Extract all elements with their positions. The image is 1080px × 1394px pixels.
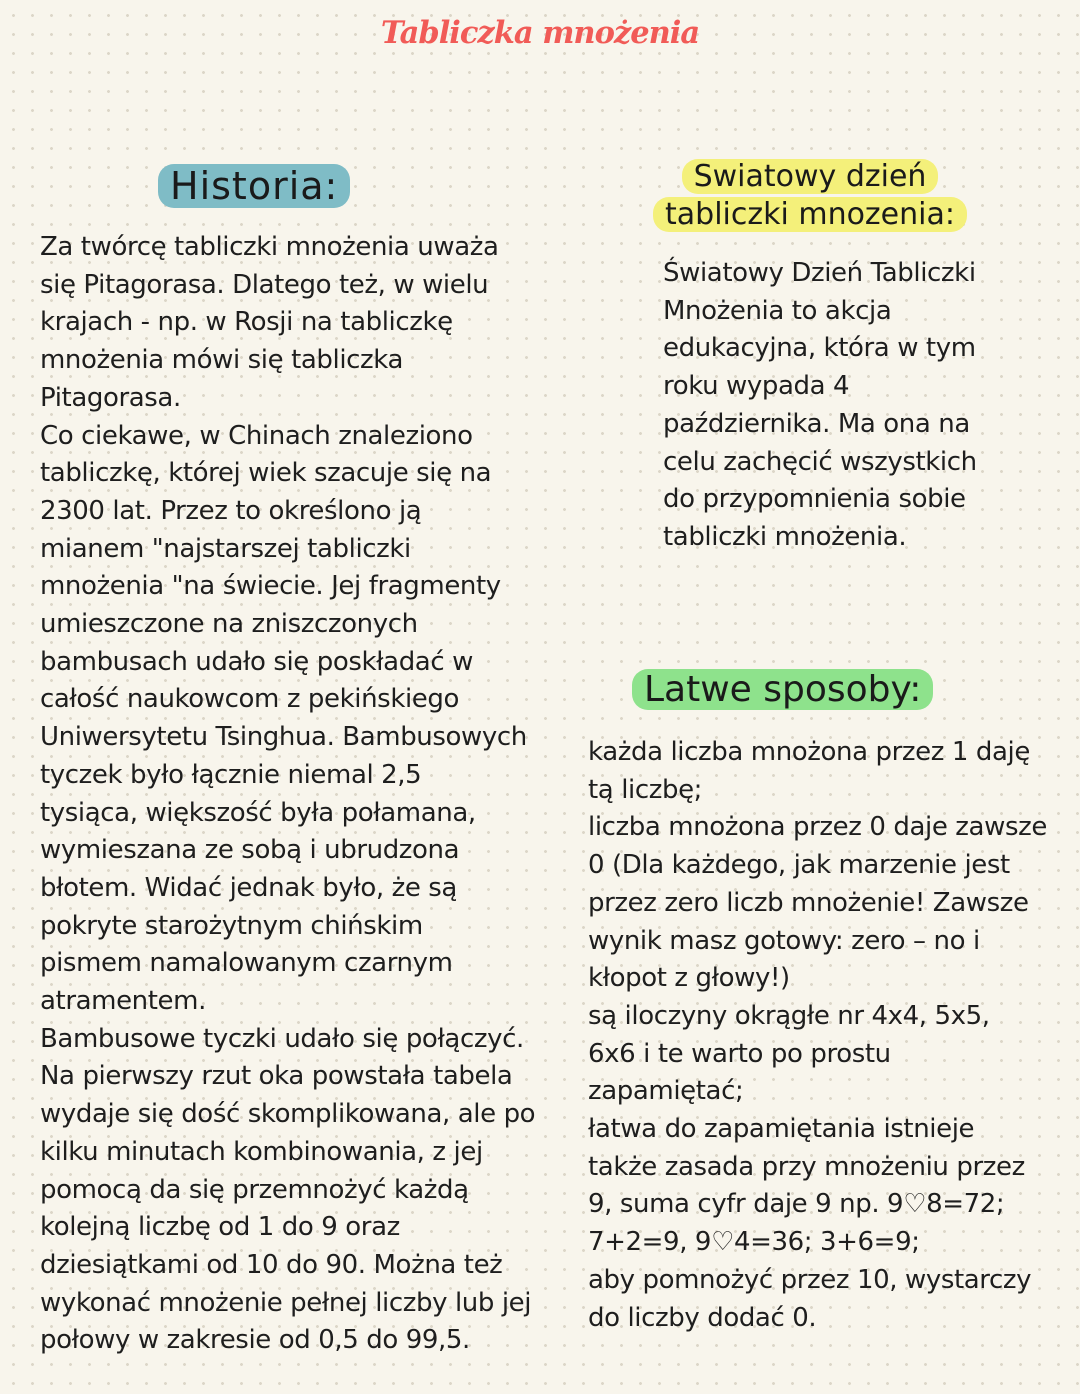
text-line: 2300 lat. Przez to określono ją xyxy=(40,495,422,526)
text-line: wymieszana ze sobą i ubrudzona xyxy=(40,835,460,866)
text-line: zapamiętać; xyxy=(588,1076,744,1107)
text-line: kolejną liczbę od 1 do 9 oraz xyxy=(40,1212,400,1243)
text-line: pomocą da się przemnożyć każdą xyxy=(40,1174,469,1205)
text-line: tyczek było łącznie niemal 2,5 xyxy=(40,759,422,790)
text-line: całość naukowcom z pekińskiego xyxy=(40,684,460,715)
page-title: Tabliczka mnożenia xyxy=(380,15,700,51)
text-line: błotem. Widać jednak było, że są xyxy=(40,872,457,903)
text-line: tabliczki mnożenia. xyxy=(663,521,907,552)
swiatowy-dzien-heading-line2: tabliczki mnozenia: xyxy=(653,197,967,232)
text-line: wynik masz gotowy: zero – no i xyxy=(588,925,980,956)
text-line: edukacyjna, która w tym xyxy=(663,333,976,364)
text-line: 7+2=9, 9♡4=36; 3+6=9; xyxy=(588,1227,920,1258)
text-line: celu zachęcić wszystkich xyxy=(663,446,977,477)
text-line: mnożenia mówi się tabliczka xyxy=(40,345,404,376)
text-line: kłopot z głowy!) xyxy=(588,963,790,994)
text-line: tysiąca, większość była połamana, xyxy=(40,797,476,828)
text-line: Bambusowe tyczki udało się połączyć. xyxy=(40,1023,524,1054)
text-line: kilku minutach kombinowania, z jej xyxy=(40,1136,483,1167)
historia-text xyxy=(40,229,535,1360)
text-line: tabliczkę, której wiek szacuje się na xyxy=(40,458,492,489)
text-line: 9, suma cyfr daje 9 np. 9♡8=72; xyxy=(588,1189,1005,1220)
latwe-sposoby-text xyxy=(588,734,1047,1337)
text-line: połowy w zakresie od 0,5 do 99,5. xyxy=(40,1325,470,1356)
text-line: roku wypada 4 xyxy=(663,371,850,402)
text-line: Na pierwszy rzut oka powstała tabela xyxy=(40,1061,513,1092)
text-line: Uniwersytetu Tsinghua. Bambusowych xyxy=(40,722,527,753)
text-line: wykonać mnożenie pełnej liczby lub jej xyxy=(40,1287,532,1318)
historia-heading xyxy=(158,160,350,212)
text-line: się Pitagorasa. Dlatego też, w wielu xyxy=(40,269,489,300)
text-line: przez zero liczb mnożenie! Zawsze xyxy=(588,887,1029,918)
latwe-sposoby-heading-label: Latwe sposoby: xyxy=(632,669,933,710)
text-line: dziesiątkami od 10 do 90. Można też xyxy=(40,1249,503,1280)
text-line: także zasada przy mnożeniu przez xyxy=(588,1151,1025,1182)
text-line: mianem "najstarszej tabliczki xyxy=(40,533,411,564)
text-line: są iloczyny okrągłe nr 4x4, 5x5, xyxy=(588,1000,990,1031)
text-line: tą liczbę; xyxy=(588,774,703,805)
text-line: wydaje się dość skomplikowana, ale po xyxy=(40,1099,536,1130)
text-line: Mnożenia to akcja xyxy=(663,295,892,326)
text-line: pokryte starożytnym chińskim xyxy=(40,910,423,941)
text-line: 0 (Dla każdego, jak marzenie jest xyxy=(588,850,1010,881)
text-line: Pitagorasa. xyxy=(40,382,181,413)
latwe-sposoby-heading xyxy=(632,664,933,716)
text-line: umieszczone na zniszczonych xyxy=(40,609,418,640)
text-line: października. Ma ona na xyxy=(663,408,970,439)
text-line: liczba mnożona przez 0 daje zawsze xyxy=(588,812,1047,843)
text-line: do liczby dodać 0. xyxy=(588,1302,817,1333)
text-line: bambusach udało się poskładać w xyxy=(40,646,473,677)
historia-heading-label: Historia: xyxy=(158,164,350,208)
text-line: Za twórcę tabliczki mnożenia uważa xyxy=(40,232,499,262)
text-line: 6x6 i te warto po prostu xyxy=(588,1038,891,1069)
swiatowy-dzien-heading xyxy=(640,158,980,234)
text-line: pismem namalowanym czarnym xyxy=(40,948,453,979)
text-line: krajach - np. w Rosji na tabliczkę xyxy=(40,307,453,338)
text-line: atramentem. xyxy=(40,986,206,1017)
text-line: aby pomnożyć przez 10, wystarczy xyxy=(588,1264,1032,1295)
text-line: mnożenia "na świecie. Jej fragmenty xyxy=(40,571,501,602)
text-line: łatwa do zapamiętania istnieje xyxy=(588,1114,975,1145)
swiatowy-dzien-heading-line1: Swiatowy dzień xyxy=(682,159,939,194)
text-line: Światowy Dzień Tabliczki xyxy=(663,258,976,288)
text-line: do przypomnienia sobie xyxy=(663,484,966,515)
text-line: Co ciekawe, w Chinach znaleziono xyxy=(40,420,473,451)
swiatowy-dzien-text xyxy=(663,255,977,557)
text-line: każda liczba mnożona przez 1 daję xyxy=(588,737,1030,767)
